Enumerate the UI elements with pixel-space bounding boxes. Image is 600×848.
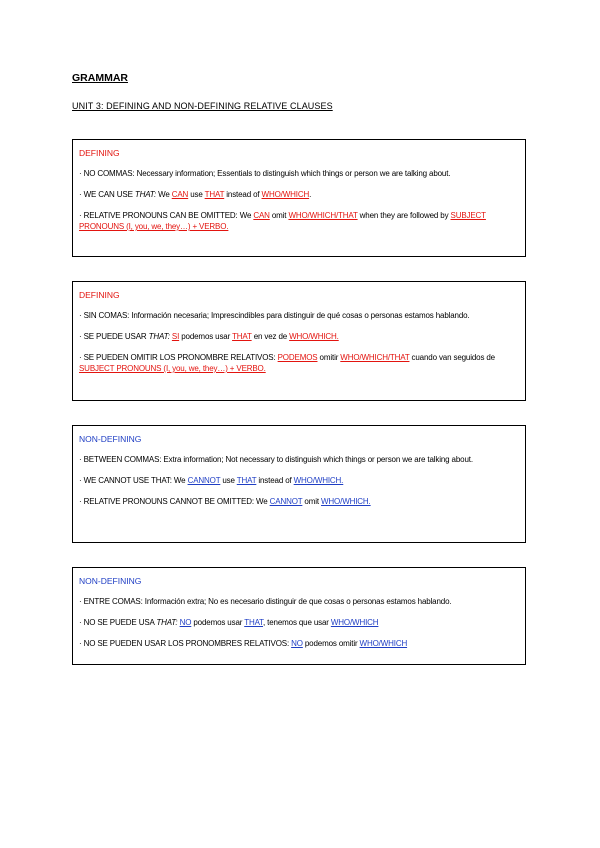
rule-se-puede-usar-that bbox=[79, 331, 519, 342]
text: · SE PUEDEN OMITIR LOS PRONOMBRE RELATIVOS: bbox=[79, 353, 278, 362]
highlight-blue: NO bbox=[179, 618, 192, 627]
text: podemos usar bbox=[179, 332, 233, 341]
text: when they are followed by bbox=[357, 211, 451, 220]
text: use bbox=[220, 476, 237, 485]
defining-box-spanish bbox=[72, 281, 526, 401]
highlight-blue: WHO/WHICH. bbox=[321, 497, 371, 506]
rule-no-commas: · NO COMMAS: Necessary information; Essentials to distinguish which things or person we are talking about. bbox=[79, 169, 451, 178]
text: instead of bbox=[224, 190, 262, 199]
highlight-blue: WHO/WHICH bbox=[330, 618, 379, 627]
highlight-red: CAN bbox=[253, 211, 270, 220]
text: · WE CANNOT USE THAT: We bbox=[79, 476, 188, 485]
text-italic: THAT: bbox=[156, 618, 178, 627]
rule-cannot-omit bbox=[79, 496, 519, 507]
highlight-red: PODEMOS bbox=[277, 353, 318, 362]
highlight-red: SI bbox=[171, 332, 180, 341]
text: instead of bbox=[256, 476, 294, 485]
highlight-red: CAN bbox=[171, 190, 189, 199]
highlight-red: SUBJECT PRONOUNS (I, you, we, they…) + VERBO. bbox=[79, 364, 266, 373]
box-title: DEFINING bbox=[79, 148, 120, 158]
text: We bbox=[156, 190, 172, 199]
highlight-blue: THAT bbox=[236, 476, 257, 485]
rule-sin-comas: · SIN COMAS: Información necesaria; Imprescindibles para distinguir de qué cosas o personas estamos hablando. bbox=[79, 311, 470, 320]
highlight-red: WHO/WHICH bbox=[261, 190, 310, 199]
text: podemos usar bbox=[191, 618, 245, 627]
rule-can-omit bbox=[79, 210, 519, 232]
box-title: DEFINING bbox=[79, 290, 120, 300]
box-title: NON-DEFINING bbox=[79, 434, 142, 444]
text-italic: THAT: bbox=[134, 190, 157, 199]
text: · SE PUEDE USAR bbox=[79, 332, 149, 341]
highlight-blue: CANNOT bbox=[187, 476, 221, 485]
highlight-blue: CANNOT bbox=[269, 497, 303, 506]
unit-subtitle: UNIT 3: DEFINING AND NON-DEFINING RELATIVE CLAUSES bbox=[72, 101, 333, 111]
text: , tenemos que usar bbox=[263, 618, 331, 627]
text: cuando van seguidos de bbox=[409, 353, 495, 362]
rule-no-se-pueden-usar-pronombres bbox=[79, 638, 519, 649]
text: · RELATIVE PRONOUNS CAN BE OMITTED: We bbox=[79, 211, 254, 220]
rule-se-pueden-omitir bbox=[79, 352, 519, 374]
highlight-blue: WHO/WHICH bbox=[359, 639, 408, 648]
highlight-red: SUBJECT PRONOUNS (I, you, we, they…) + VERBO. bbox=[79, 211, 486, 231]
box-title: NON-DEFINING bbox=[79, 576, 142, 586]
non-defining-box-english bbox=[72, 425, 526, 543]
highlight-red: WHO/WHICH/THAT bbox=[340, 353, 410, 362]
highlight-red: WHO/WHICH/THAT bbox=[288, 211, 358, 220]
rule-no-se-puede-usar-that bbox=[79, 617, 519, 628]
rule-can-use-that bbox=[79, 189, 519, 200]
rule-between-commas: · BETWEEN COMMAS: Extra information; Not necessary to distinguish which things or person we are talking about. bbox=[79, 455, 473, 464]
document-title: GRAMMAR bbox=[72, 72, 128, 84]
highlight-red: WHO/WHICH. bbox=[289, 332, 339, 341]
highlight-red: THAT bbox=[232, 332, 252, 341]
text: en vez de bbox=[251, 332, 290, 341]
highlight-blue: THAT bbox=[244, 618, 264, 627]
highlight-red: THAT bbox=[204, 190, 225, 199]
text: omit bbox=[302, 497, 322, 506]
text: · WE CAN USE bbox=[79, 190, 135, 199]
text: . bbox=[309, 190, 312, 199]
text: podemos omitir bbox=[302, 639, 360, 648]
non-defining-box-spanish bbox=[72, 567, 526, 665]
text: use bbox=[188, 190, 205, 199]
text: omitir bbox=[317, 353, 341, 362]
text: omit bbox=[269, 211, 289, 220]
highlight-blue: NO bbox=[291, 639, 303, 648]
text: · NO SE PUEDEN USAR LOS PRONOMBRES RELATIVOS: bbox=[79, 639, 292, 648]
text: · NO SE PUEDE USA bbox=[79, 618, 157, 627]
defining-box-english bbox=[72, 139, 526, 257]
text-italic: THAT: bbox=[148, 332, 170, 341]
rule-cannot-use-that bbox=[79, 475, 519, 486]
text: · RELATIVE PRONOUNS CANNOT BE OMITTED: We bbox=[79, 497, 270, 506]
rule-entre-comas: · ENTRE COMAS: Información extra; No es necesario distinguir de que cosas o personas estamos hablando. bbox=[79, 597, 452, 606]
highlight-blue: WHO/WHICH. bbox=[293, 476, 344, 485]
